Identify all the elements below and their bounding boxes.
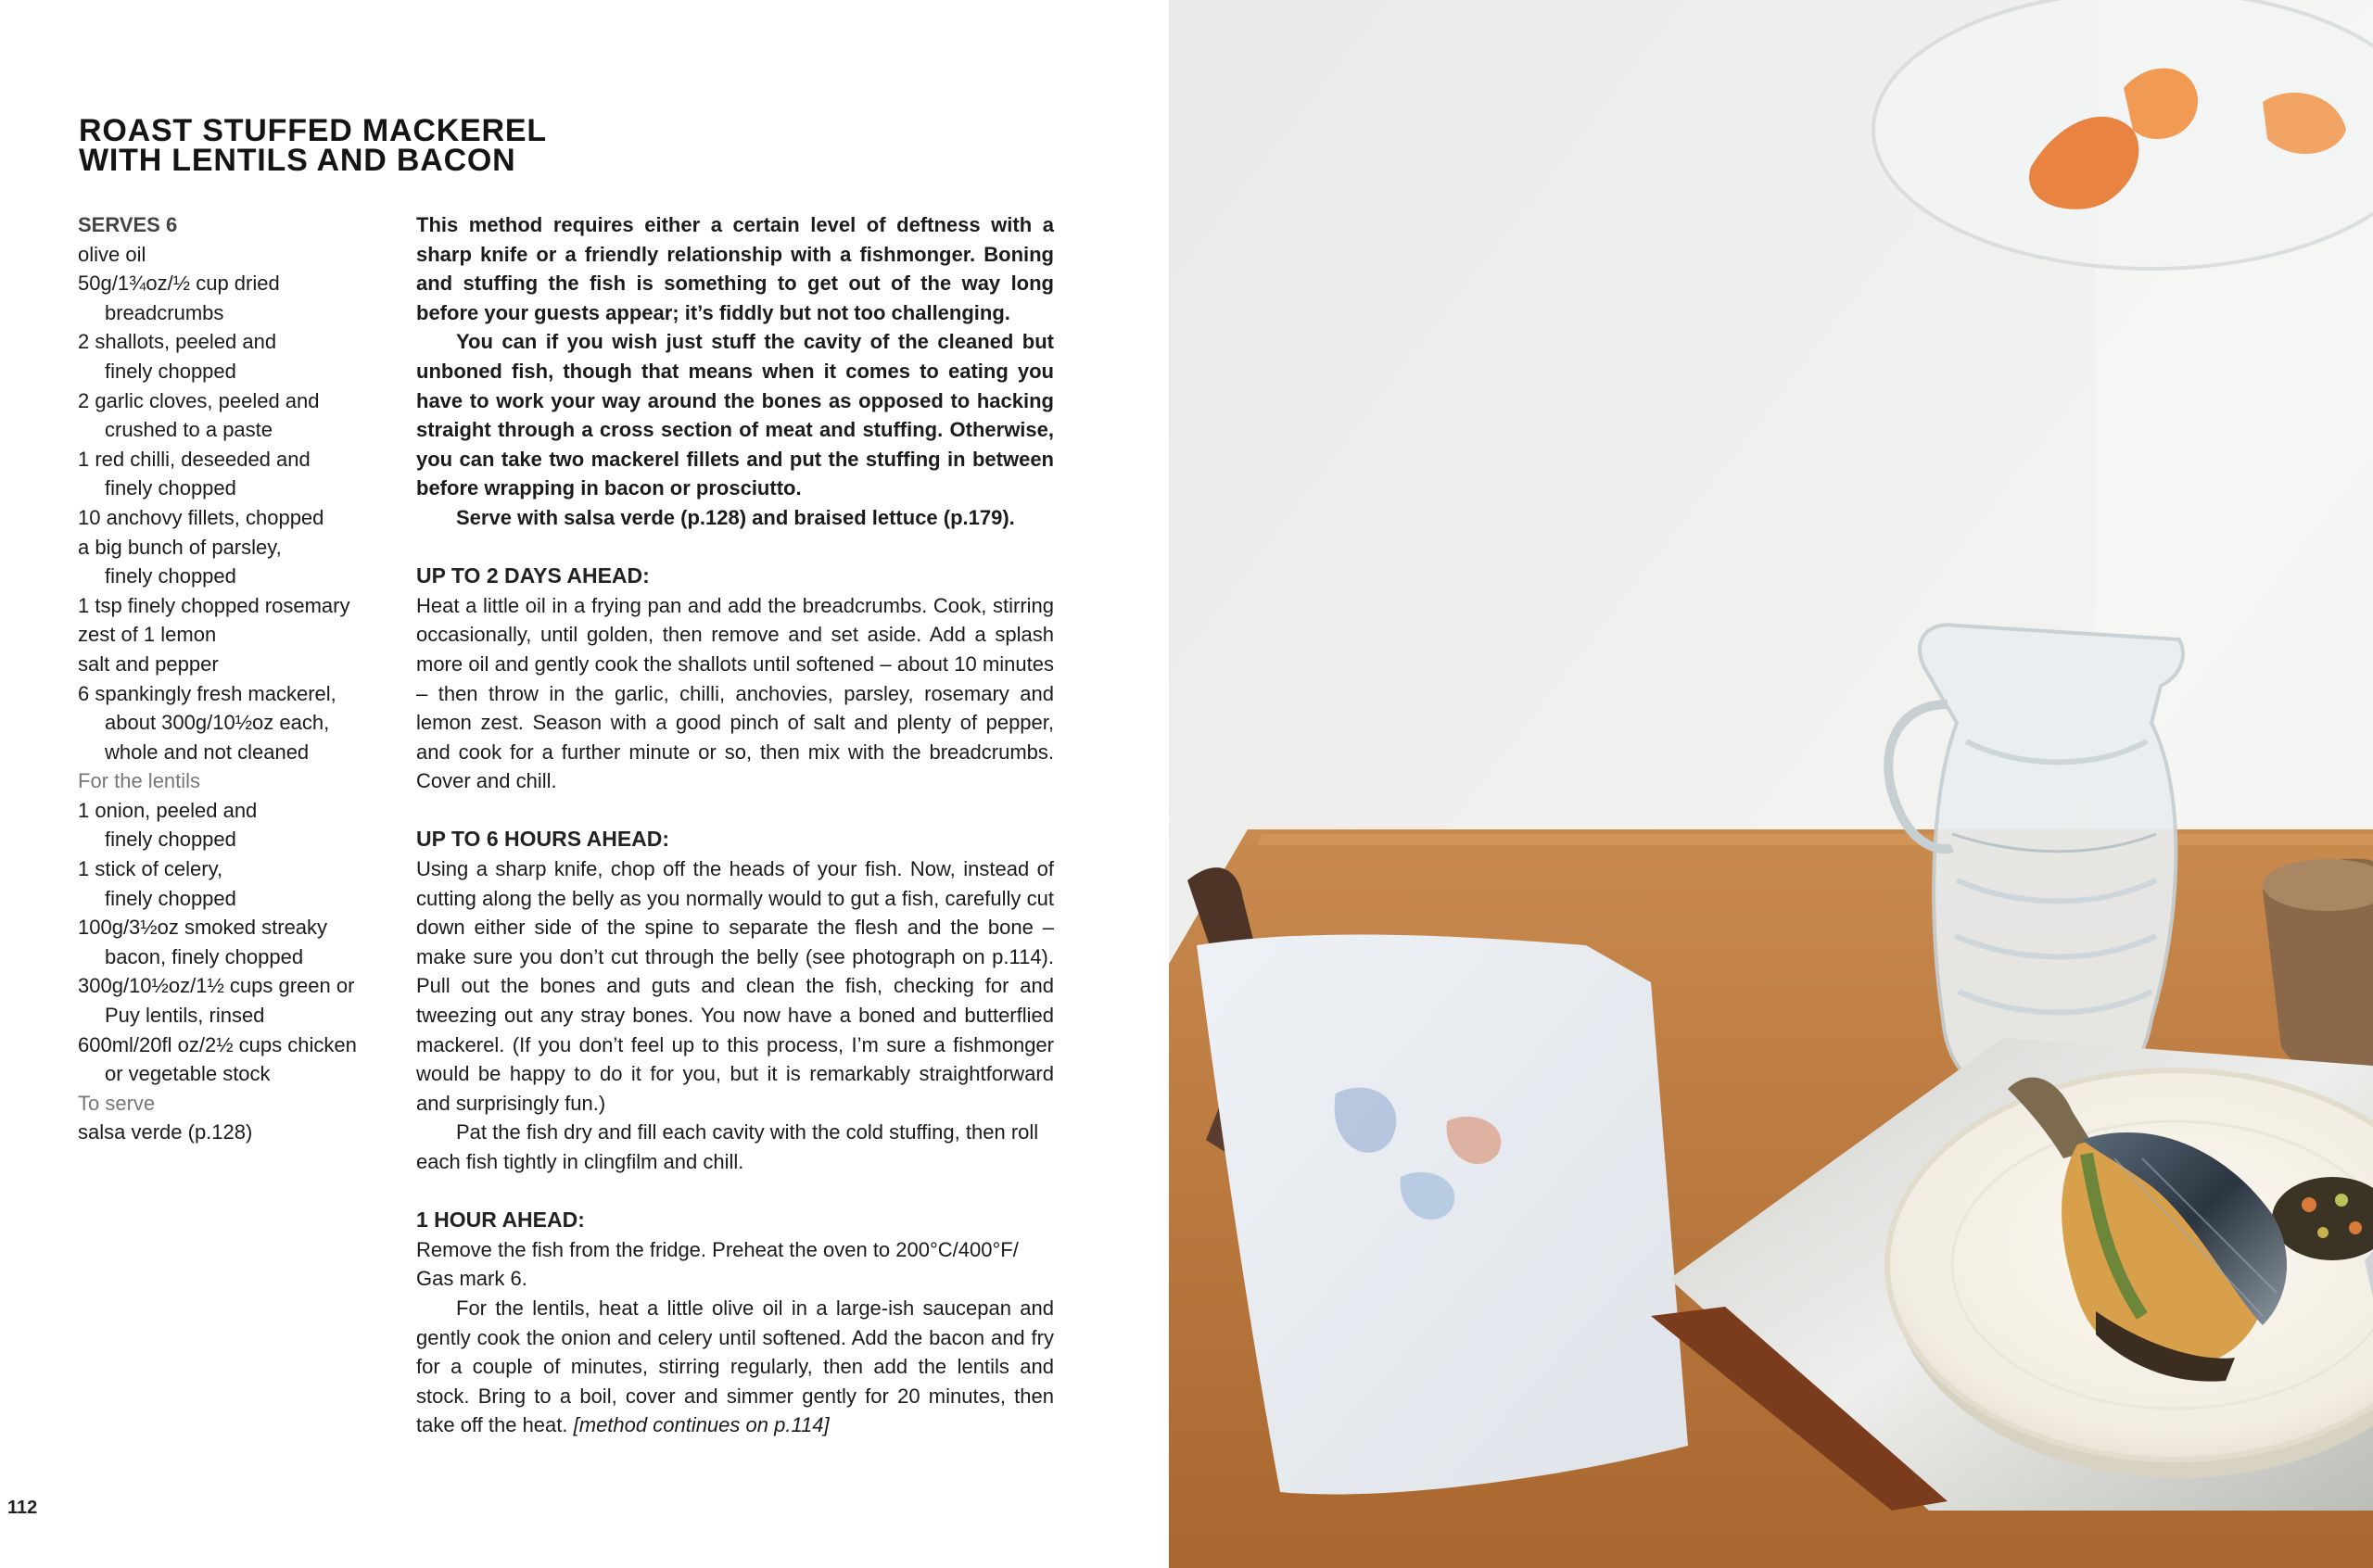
ingredient-line: 1 tsp finely chopped rosemary bbox=[78, 593, 350, 617]
ingredient-line: 2 garlic cloves, peeled and bbox=[78, 388, 320, 412]
ingredient-line: 2 shallots, peeled and bbox=[78, 330, 277, 354]
ingredient-line: 1 red chilli, deseeded and bbox=[78, 447, 311, 471]
recipe-title-line-1: ROAST STUFFED MACKEREL bbox=[79, 113, 547, 148]
ingredient-line: 10 anchovy fillets, chopped bbox=[78, 505, 324, 529]
ingredient-line: 600ml/20fl oz/2½ cups chicken bbox=[78, 1032, 357, 1056]
step-text: Heat a little oil in a frying pan and add the breadcrumbs. Cook, stirring occasionally, until golden, then remove and set aside. Add a splash more oil and gently cook the shallots until softened – about 10 minutes – then throw in the garlic, chilli, anchovies, parsley, rosemary and lemon zest. Season with a good pinch of salt and plenty of pepper, and cook for a further minute or so, then mix with the breadcrumbs. Cover and chill. bbox=[416, 593, 1054, 793]
ingredient-line: finely chopped bbox=[105, 886, 236, 910]
serve-section-label: To serve bbox=[78, 1091, 156, 1115]
ingredient-line: salsa verde (p.128) bbox=[78, 1120, 253, 1144]
ingredient-line: zest of 1 lemon bbox=[78, 623, 217, 647]
step-text-body: For the lentils, heat a little olive oil in a large-ish saucepan and gently cook the onion and celery until softened. Add the bacon and fry for a couple of minutes, stirring regularly, then add the lentils and stock. Bring to a boil, cover and simmer gently for 20 minutes, then take off the heat. bbox=[416, 1296, 1054, 1437]
step-heading-6-hours: UP TO 6 HOURS AHEAD: bbox=[416, 827, 670, 852]
step-text: Pat the fish dry and fill each cavity with the cold stuffing, then roll each fish tightly in clingfilm and chill. bbox=[416, 1120, 1039, 1173]
ingredient-line: finely chopped bbox=[105, 828, 236, 852]
ingredient-line: crushed to a paste bbox=[105, 418, 273, 442]
serves-label: SERVES 6 bbox=[78, 213, 178, 236]
ingredient-line: finely chopped bbox=[105, 476, 236, 500]
page-number: 112 bbox=[7, 1498, 38, 1518]
ingredient-line: a big bunch of parsley, bbox=[78, 535, 282, 559]
step-text: Using a sharp knife, chop off the heads of your fish. Now, instead of cutting along the belly as you normally would to gut a fish, carefully cut down either side of the spine to separate the flesh and the bone – make sure you don’t cut through the belly (see photograph on p.114). Pull out the bones and guts and clean the fish, checking for and tweezing out any stray bones. You now have a boned and butterflied mackerel. (If you don’t feel up to this process, I’m sure a fishmonger would be happy to do it for you, but it is remarkably straightforward and surprisingly fun.) bbox=[416, 857, 1054, 1115]
ingredient-line: whole and not cleaned bbox=[105, 740, 310, 764]
ingredient-line: olive oil bbox=[78, 242, 146, 266]
ingredient-line: about 300g/10½oz each, bbox=[105, 711, 330, 735]
step-heading-2-days: UP TO 2 DAYS AHEAD: bbox=[416, 563, 650, 588]
dish-photograph bbox=[1169, 0, 2373, 1568]
ingredient-line: 1 onion, peeled and bbox=[78, 798, 258, 822]
ingredients-list bbox=[78, 210, 384, 1147]
ingredient-line: finely chopped bbox=[105, 564, 236, 588]
intro-paragraph: You can if you wish just stuff the cavity of the cleaned but unboned fish, though that means when it comes to eating you have to work your way around the bones as opposed to hacking straight through a cross section of meat and stuffing. Otherwise, you can take two mackerel fillets and put the stuffing in between before wrapping in bacon or prosciutto. bbox=[416, 330, 1054, 500]
intro-paragraph: Serve with salsa verde (p.128) and braised lettuce (p.179). bbox=[456, 505, 1015, 529]
ingredient-line: 1 stick of celery, bbox=[78, 857, 223, 881]
recipe-title bbox=[79, 113, 547, 178]
step-text bbox=[416, 1294, 1054, 1440]
recipe-title-line-2: WITH LENTILS AND BACON bbox=[79, 143, 516, 178]
intro-paragraph: This method requires either a certain level of deftness with a sharp knife or a friendly relationship with a fishmonger. Boning and stuffing the fish is something to get out of the way long before your guests appear; it’s fiddly but not too challenging. bbox=[416, 213, 1054, 324]
continues-note: [method continues on p.114] bbox=[573, 1413, 830, 1437]
method-text bbox=[416, 210, 1054, 1440]
step-text: Remove the fish from the fridge. Preheat the oven to 200°C/400°F/ Gas mark 6. bbox=[416, 1237, 1019, 1291]
ingredient-line: Puy lentils, rinsed bbox=[105, 1004, 265, 1028]
ingredient-line: finely chopped bbox=[105, 359, 236, 383]
ingredient-line: 300g/10½oz/1½ cups green or bbox=[78, 974, 355, 998]
ingredient-line: salt and pepper bbox=[78, 651, 219, 676]
ingredient-line: 50g/1¾oz/½ cup dried bbox=[78, 272, 280, 296]
table-edge bbox=[1257, 834, 2373, 845]
lentils-section-label: For the lentils bbox=[78, 769, 201, 793]
step-heading-1-hour: 1 HOUR AHEAD: bbox=[416, 1208, 585, 1233]
ingredient-line: breadcrumbs bbox=[105, 300, 224, 324]
ingredient-line: or vegetable stock bbox=[105, 1062, 271, 1086]
ingredient-line: 100g/3½oz smoked streaky bbox=[78, 916, 328, 940]
left-page bbox=[0, 0, 1169, 1568]
ingredient-line: 6 spankingly fresh mackerel, bbox=[78, 681, 336, 705]
photo-illustration bbox=[1169, 0, 2373, 1568]
ingredient-line: bacon, finely chopped bbox=[105, 944, 304, 968]
